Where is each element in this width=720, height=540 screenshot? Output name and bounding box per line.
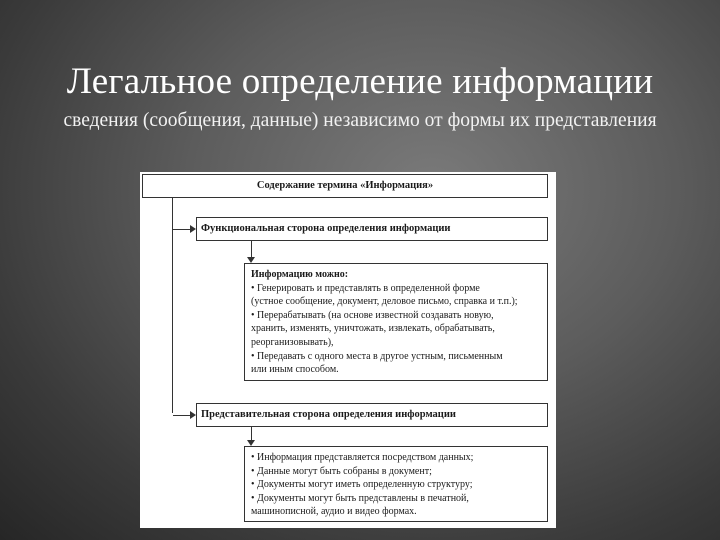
data-box-line: машинописной, аудио и видео формах. [251,506,417,518]
slide-subtitle: сведения (сообщения, данные) независимо от формы их представления [63,110,657,131]
can-box-line: хранить, изменять, уничтожать, извлекать, обрабатывать, [251,323,495,335]
representative-connector-line [173,415,191,416]
data-connector-line [251,427,252,440]
representative-side-box: Представительная сторона определения информации [196,403,548,427]
can-box-heading: Информацию можно: [251,269,349,280]
can-box-line: или иным способом. [251,364,339,376]
information-data-box [244,446,548,522]
functional-connector-line [173,229,191,230]
can-box-line: (устное сообщение, документ, деловое письмо, справка и т.п.); [251,296,518,308]
can-box-line: • Перерабатывать (на основе известной создавать новую, [251,309,494,321]
slide-title: Легальное определение информации [66,61,654,102]
data-box-line: • Информация представляется посредством данных; [251,452,474,463]
term-structure-diagram [140,172,556,528]
data-box-line: • Данные могут быть собраны в документ; [251,465,432,477]
data-box-line: • Документы могут иметь определенную структуру; [251,479,473,491]
can-box-line: • Передавать с одного места в другое устным, письменным [251,350,503,362]
functional-side-box: Функциональная сторона определения информации [196,217,548,241]
data-box-line: • Документы могут быть представлены в печатной, [251,492,469,504]
main-connector-line [172,198,173,413]
can-connector-line [251,241,252,257]
diagram-header-box: Содержание термина «Информация» [142,174,548,198]
information-can-box [244,263,548,381]
can-box-line: реорганизовывать), [251,336,334,348]
can-box-line: • Генерировать и представлять в определенной форме [251,282,480,294]
